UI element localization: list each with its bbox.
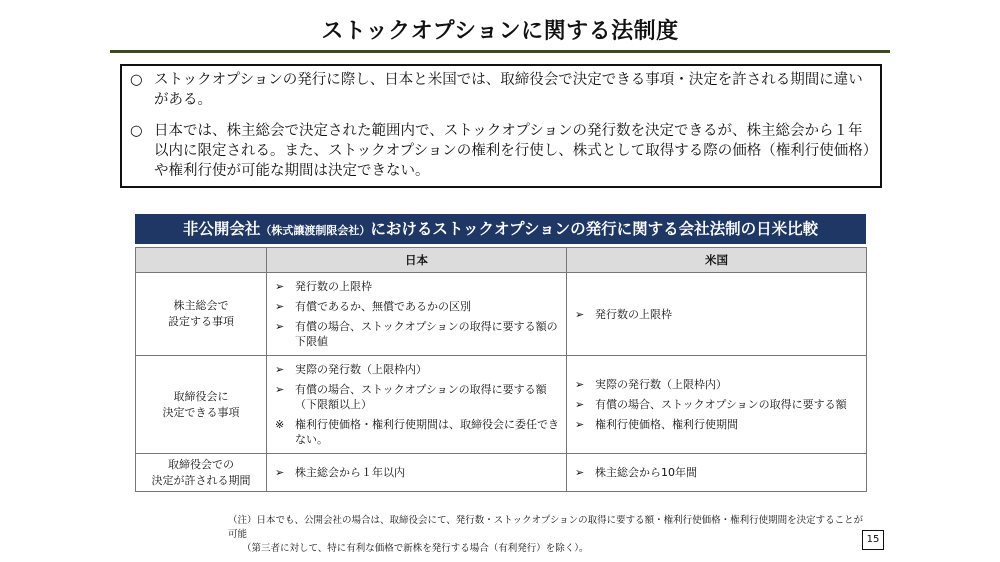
- us-cell: [567, 454, 867, 492]
- item-text: 有償の場合、ストックオプションの取得に要する額の下限値: [295, 320, 558, 348]
- summary-text: ストックオプションの発行に際し、日本と米国では、取締役会で決定できる事項・決定を許される期間に違いがある。: [154, 72, 863, 108]
- row-header-line: 取締役会での: [168, 457, 234, 471]
- item-text: 実際の発行数（上限枠内）: [595, 378, 727, 391]
- title-underline: [110, 50, 890, 53]
- column-header-japan: 日本: [267, 248, 567, 273]
- arrow-bullet-icon: ➢: [275, 280, 285, 293]
- row-header: [136, 454, 267, 492]
- arrow-bullet-icon: ➢: [275, 383, 285, 396]
- list-item: [575, 397, 860, 412]
- list-item: [275, 382, 560, 412]
- comparison-table-title: [135, 214, 866, 244]
- item-text: 有償の場合、ストックオプションの取得に要する額: [595, 398, 847, 411]
- summary-text: 日本では、株主総会で決定された範囲内で、ストックオプションの発行数を決定できるが、株主総会から１年以内に限定される。また、ストックオプションの権利を行使し、株式として取得する際の価格（権利行使価格）や権利行使が可能な期間は決定できない。: [154, 123, 871, 179]
- list-item: [275, 299, 560, 314]
- footnote-line-1: （注）日本でも、公開会社の場合は、取締役会にて、発行数・ストックオプションの取得に要する額・権利行使価格・権利行使期間を決定することが可能: [228, 515, 864, 540]
- summary-point-1: [130, 70, 870, 110]
- table-row: [136, 273, 867, 356]
- japan-cell: [267, 356, 567, 454]
- japan-cell: [267, 273, 567, 356]
- footnote: [228, 514, 868, 556]
- item-text: 発行数の上限枠: [295, 280, 372, 293]
- item-text: 発行数の上限枠: [595, 307, 672, 321]
- item-text: 権利行使価格・権利行使期間は、取締役会に委任できない。: [295, 418, 559, 446]
- item-text: 有償であるか、無償であるかの区別: [295, 300, 471, 313]
- arrow-bullet-icon: ➢: [575, 398, 585, 411]
- comparison-table: [135, 247, 867, 492]
- item-text: 有償の場合、ストックオプションの取得に要する額（下限額以上）: [295, 383, 547, 411]
- table-corner-cell: [136, 248, 267, 273]
- table-title-paren: （株式譲渡制限会社）: [260, 224, 371, 237]
- page-number: 15: [862, 530, 884, 550]
- row-header: [136, 273, 267, 356]
- footnote-line-2: （第三者に対して、特に有利な価格で新株を発行する場合（有利発行）を除く）。: [242, 543, 589, 554]
- summary-point-2: [130, 121, 870, 181]
- arrow-bullet-icon: ➢: [275, 300, 285, 313]
- table-title-rest: におけるストックオプションの発行に関する会社法制の日米比較: [370, 220, 819, 238]
- arrow-bullet-icon: ➢: [275, 466, 285, 479]
- table-row: [136, 356, 867, 454]
- table-title-main: 非公開会社: [182, 220, 261, 238]
- arrow-bullet-icon: ➢: [575, 418, 585, 431]
- list-item: [575, 465, 860, 480]
- row-header-line: 設定する事項: [168, 315, 234, 328]
- note-mark-icon: ※: [275, 418, 285, 431]
- row-header-line: 決定できる事項: [162, 405, 240, 419]
- list-item: [575, 307, 860, 322]
- us-cell: [567, 273, 867, 356]
- arrow-bullet-icon: ➢: [575, 307, 585, 321]
- list-item: [575, 417, 860, 432]
- item-text: 実際の発行数（上限枠内）: [295, 363, 427, 376]
- summary-box: [120, 64, 882, 188]
- japan-cell: [267, 454, 567, 492]
- row-header-line: 株主総会で: [173, 299, 229, 312]
- item-text: 権利行使価格、権利行使期間: [595, 418, 738, 431]
- circle-bullet-icon: ○: [130, 123, 143, 139]
- list-item: [275, 362, 560, 377]
- list-item: [275, 465, 560, 480]
- column-header-us: 米国: [567, 248, 867, 273]
- list-item: [275, 279, 560, 294]
- arrow-bullet-icon: ➢: [275, 320, 285, 333]
- list-item: [275, 417, 560, 447]
- table-header-row: [136, 248, 867, 273]
- row-header-line: 決定が許される期間: [151, 473, 251, 487]
- arrow-bullet-icon: ➢: [575, 466, 585, 479]
- slide-title: ストックオプションに関する法制度: [321, 19, 679, 44]
- us-cell: [567, 356, 867, 454]
- item-text: 株主総会から１年以内: [295, 466, 405, 479]
- row-header-line: 取締役会に: [173, 389, 229, 403]
- list-item: [575, 377, 860, 392]
- table-row: [136, 454, 867, 492]
- item-text: 株主総会から10年間: [595, 466, 697, 479]
- list-item: [275, 319, 560, 349]
- row-header: [136, 356, 267, 454]
- circle-bullet-icon: ○: [130, 72, 143, 88]
- arrow-bullet-icon: ➢: [275, 363, 285, 376]
- arrow-bullet-icon: ➢: [575, 378, 585, 391]
